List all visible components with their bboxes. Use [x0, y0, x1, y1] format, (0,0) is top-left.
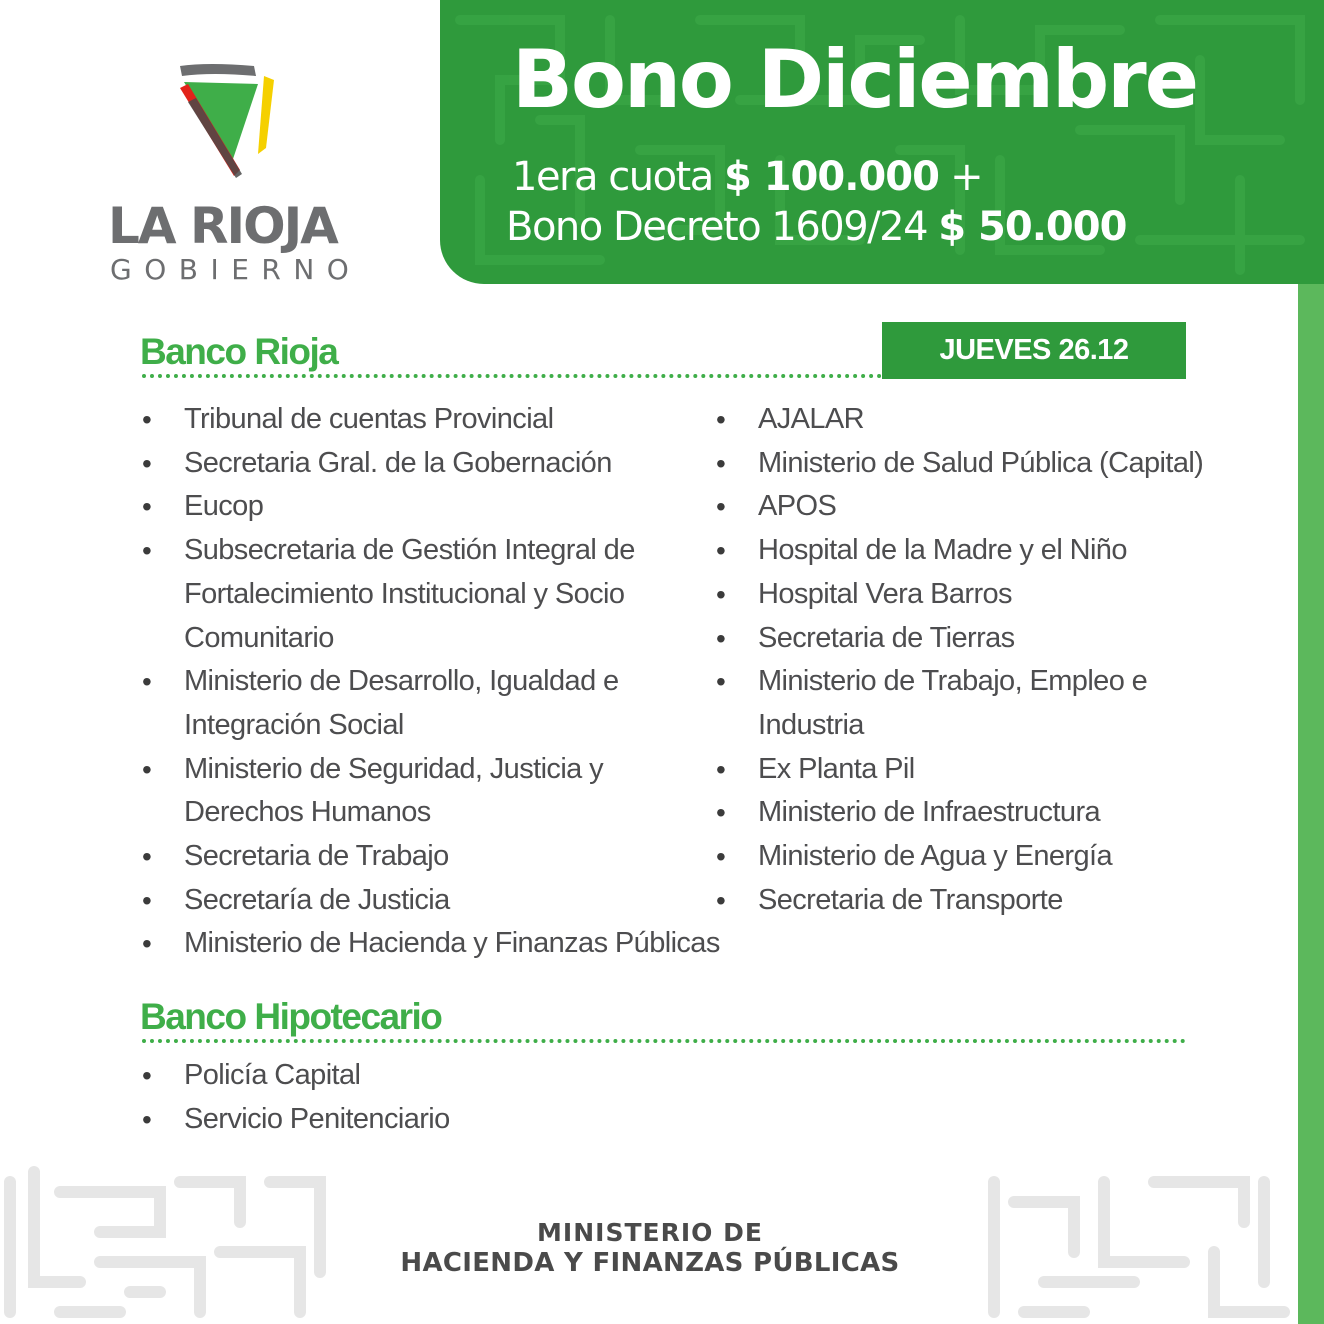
la-rioja-emblem-icon	[178, 62, 288, 182]
section-divider-banco-rioja	[142, 374, 882, 378]
list-item: • Ministerio de Infraestructura	[716, 791, 1216, 835]
banco-rioja-list-left	[142, 398, 720, 966]
page-title: Bono Diciembre	[512, 33, 1197, 126]
payment-date-badge: JUEVES 26.12	[882, 322, 1186, 379]
footer-pattern-left	[0, 1162, 330, 1324]
list-item: • Ministerio de Desarrollo, Igualdad e Integración Social	[142, 660, 624, 747]
list-item: • Ex Planta Pil	[716, 748, 1216, 792]
section-title-banco-rioja: Banco Rioja	[140, 331, 338, 372]
first-installment-label: 1era cuota	[512, 154, 713, 200]
decree-bonus-amount: $ 50.000	[938, 204, 1127, 250]
list-item: • Subsecretaria de Gestión Integral de Fortalecimiento Institucional y Socio Comunitario	[142, 529, 654, 660]
list-item: • AJALAR	[716, 398, 1216, 442]
list-item: • Hospital Vera Barros	[716, 573, 1216, 617]
list-item: • Ministerio de Hacienda y Finanzas Públicas	[142, 922, 712, 966]
right-accent-stripe	[1298, 284, 1324, 1324]
list-item: • Ministerio de Salud Pública (Capital)	[716, 442, 1216, 486]
first-installment-line	[512, 152, 982, 202]
first-installment-amount: $ 100.000	[723, 154, 939, 200]
list-item: • Secretaria de Trabajo	[142, 835, 712, 879]
plus-sign: +	[938, 154, 983, 200]
list-item: • Servicio Penitenciario	[142, 1098, 742, 1142]
section-divider-banco-hipotecario	[142, 1039, 1186, 1043]
list-item: • Policía Capital	[142, 1054, 742, 1098]
footer-line-1: MINISTERIO DE	[537, 1218, 763, 1247]
section-title-banco-hipotecario: Banco Hipotecario	[140, 996, 442, 1037]
footer-ministry	[340, 1218, 960, 1278]
list-item: • Secretaría de Justicia	[142, 879, 712, 923]
decree-bonus-line	[506, 202, 1126, 252]
list-item: • Ministerio de Agua y Energía	[716, 835, 1216, 879]
footer-line-2: HACIENDA Y FINANZAS PÚBLICAS	[400, 1248, 900, 1278]
list-item: • Secretaria de Tierras	[716, 617, 1216, 661]
list-item: • Tribunal de cuentas Provincial	[142, 398, 712, 442]
list-item: • APOS	[716, 485, 1216, 529]
list-item: • Ministerio de Seguridad, Justicia y Derechos Humanos	[142, 748, 624, 835]
list-item: • Ministerio de Trabajo, Empleo e Industria	[716, 660, 1158, 747]
decree-bonus-label: Bono Decreto 1609/24	[506, 204, 928, 250]
logo-subtitle: GOBIERNO	[110, 253, 362, 286]
header-banner	[440, 0, 1324, 284]
footer-pattern-right	[984, 1162, 1298, 1324]
list-item: • Secretaria de Transporte	[716, 879, 1216, 923]
list-item: • Hospital de la Madre y el Niño	[716, 529, 1216, 573]
banco-hipotecario-list	[142, 1054, 742, 1141]
banco-rioja-list-right	[716, 398, 1216, 922]
list-item: • Eucop	[142, 485, 712, 529]
logo-name: LA RIOJA	[108, 197, 337, 255]
list-item: • Secretaria Gral. de la Gobernación	[142, 442, 712, 486]
la-rioja-logo	[108, 58, 378, 288]
